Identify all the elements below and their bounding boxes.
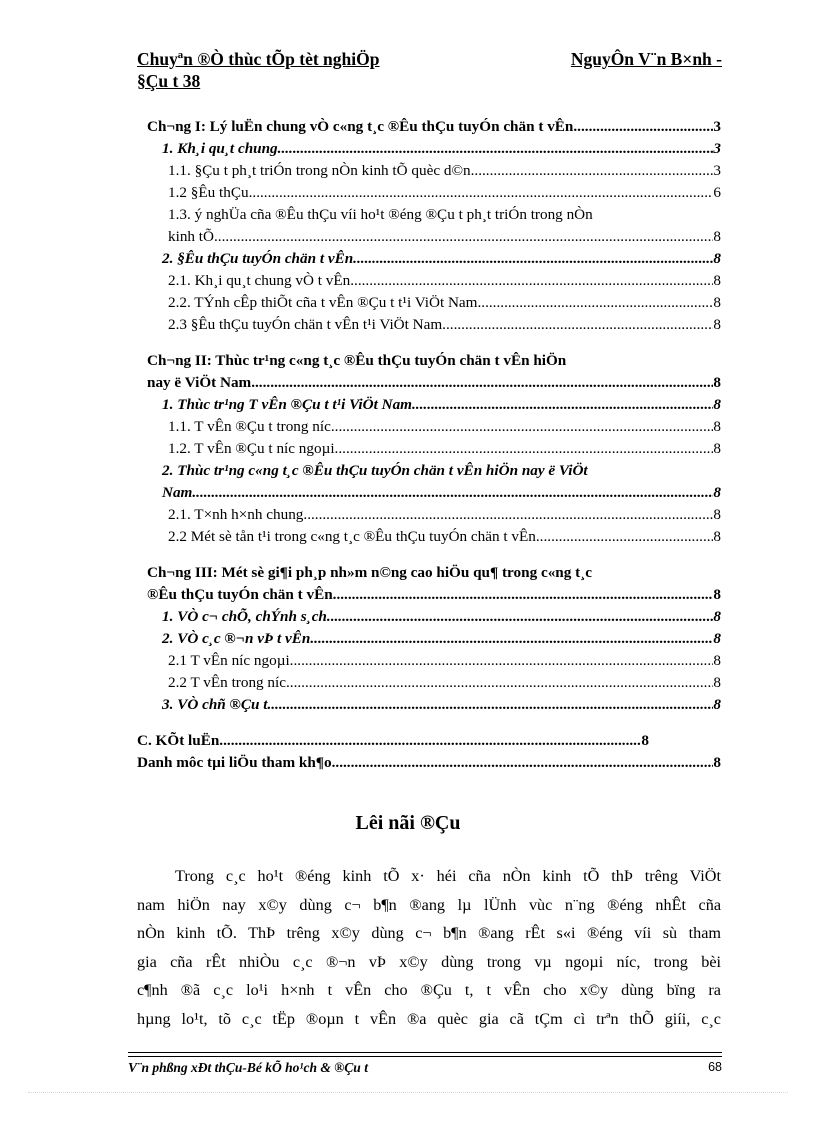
toc-entry — [137, 294, 721, 316]
toc-entry-title: 1. VÒ c¬ chÕ, chÝnh s¸ch. — [162, 608, 331, 625]
toc-entry-title: 2. VÒ c¸c ®¬n vÞ t vÊn. — [162, 630, 315, 647]
paragraph-line: nam hiÖn nay x©y dùng c¬ b¶n ®ang lµ lÜnh vùc n¨ng ®éng nhÊt cña — [137, 895, 721, 914]
footer-office: V¨n phßng xÐt thÇu-Bé kÕ ho¹ch & ®Çu t — [128, 1060, 368, 1075]
toc-entry-title: 2.2. TÝnh cÊp thiÕt cña t vÊn ®Çu t t¹i ViÖt Nam. — [168, 294, 482, 311]
toc-entry — [137, 484, 721, 506]
toc-leader-dots — [281, 140, 713, 158]
toc-entry-page: 8 — [713, 586, 721, 603]
toc-entry — [137, 272, 721, 294]
toc-entry-title: 2.1 T vÊn níc ngoµi. — [168, 652, 294, 669]
toc-entry-title: 1. Kh¸i qu¸t chung. — [162, 140, 282, 157]
toc-entry-page: 6 — [713, 184, 721, 201]
toc-entry-page: 3 — [713, 162, 721, 179]
toc-entry-title: 1.1. T vÊn ®Çu t trong níc. — [168, 418, 335, 435]
toc-leader-dots — [252, 184, 713, 202]
toc-entry — [137, 630, 721, 652]
footer-rule — [128, 1052, 722, 1053]
toc-entry-title: 3. VÒ chñ ®Çu t. — [162, 696, 272, 713]
toc-entry-page: 8 — [713, 528, 721, 545]
toc-entry-title: 2.1. T×nh h×nh chung. — [168, 506, 308, 523]
toc-entry-page: 8 — [713, 608, 721, 625]
toc-entry — [137, 396, 721, 418]
section-title: Lêi nãi ®Çu — [355, 812, 461, 834]
toc-entry — [137, 608, 721, 630]
intro-paragraph — [137, 862, 721, 1033]
toc-leader-dots — [338, 440, 713, 458]
page-number: 68 — [708, 1060, 722, 1074]
toc-entry-title: 1. Thùc tr¹ng T vÊn ®Çu t t¹i ViÖt Nam. — [162, 396, 416, 413]
toc-leader-dots — [290, 674, 714, 692]
toc-entry — [137, 440, 721, 462]
toc-entry — [137, 674, 721, 696]
toc-leader-dots — [307, 506, 713, 524]
toc-entry-title: 2.2 T vÊn trong níc. — [168, 674, 290, 691]
toc-leader-dots — [293, 652, 713, 670]
paragraph-line: nÒn kinh tÕ. ThÞ trêng x©y dùng c¬ b¶n ®ang rÊt s«i ®éng víi sù tham — [137, 924, 721, 942]
paragraph-line: gia cña rÊt nhiÒu c¸c ®¬n vÞ x©y dùng trong vµ ngoµi níc, trong bèi — [137, 952, 721, 971]
toc-entry — [137, 506, 721, 528]
toc-entry-page: 8 — [713, 674, 721, 691]
paragraph-line: Trong c¸c ho¹t ®éng kinh tÕ x· héi cña nÒn kinh tÕ thÞ trêng ViÖt — [175, 867, 721, 885]
toc-entry-page: 8 — [713, 696, 721, 713]
toc-entry-page: 3 — [713, 118, 721, 135]
page-header — [137, 48, 722, 92]
toc-entry — [137, 206, 721, 228]
toc-entry-page: 8 — [641, 732, 649, 749]
toc-entry-title: 2. Thùc tr¹ng c«ng t¸c ®Êu thÇu tuyÓn chän t vÊn hiÖn nay ë ViÖt — [162, 462, 588, 479]
toc-leader-dots — [354, 272, 713, 290]
toc-entry — [137, 162, 721, 184]
toc-entry-page: 8 — [713, 250, 721, 267]
toc-entry-page: 3 — [713, 140, 721, 157]
header-doc-title: Chuyªn ®Ò thùc tÕp tèt nghiÖp — [137, 49, 380, 69]
toc-entry — [137, 316, 721, 338]
table-of-contents — [137, 118, 721, 776]
toc-entry — [137, 140, 721, 162]
toc-entry — [137, 462, 721, 484]
toc-entry-page: 8 — [713, 418, 721, 435]
toc-entry-page: 8 — [713, 440, 721, 457]
toc-entry — [137, 696, 721, 718]
toc-entry-page: 8 — [713, 754, 721, 771]
toc-entry-title: Danh môc tµi liÖu tham kh¶o. — [137, 754, 336, 771]
toc-leader-dots — [357, 250, 713, 268]
toc-entry-page: 8 — [713, 228, 721, 245]
toc-leader-dots — [314, 630, 713, 648]
toc-entry-title: 2.3 §Êu thÇu tuyÓn chän t vÊn t¹i ViÖt Nam. — [168, 316, 446, 333]
toc-entry-title: 1.3. ý nghÜa cña ®Êu thÇu víi ho¹t ®éng ®Çu t ph¸t triÓn trong nÒn — [168, 206, 593, 223]
header-author: NguyÔn V¨n B×nh - — [570, 49, 722, 69]
toc-entry-title: 1.1. §Çu t ph¸t triÓn trong nÒn kinh tÕ quèc d©n. — [168, 162, 475, 179]
toc-leader-dots — [255, 374, 713, 392]
paragraph-line: hµng lo¹t, tõ c¸c tËp ®oµn t vÊn ®a quèc gia cã tÇm cì trªn thÕ giíi, c¸c — [137, 1009, 721, 1028]
toc-entry — [137, 564, 721, 586]
toc-entry-title: Ch¬ng I: Lý luËn chung vÒ c«ng t¸c ®Êu thÇu tuyÓn chän t vÊn.. — [147, 118, 581, 135]
toc-leader-dots — [336, 586, 713, 604]
toc-leader-dots — [335, 754, 713, 772]
toc-entry-page: 8 — [713, 484, 721, 501]
toc-entry — [137, 118, 721, 140]
toc-entry-title: 2. §Êu thÇu tuyÓn chän t vÊn. — [162, 250, 357, 267]
toc-entry-page: 8 — [713, 630, 721, 647]
toc-leader-dots — [446, 316, 713, 334]
toc-entry-page: 8 — [713, 316, 721, 333]
toc-entry-page: 8 — [713, 652, 721, 669]
toc-entry — [137, 732, 649, 754]
toc-leader-dots — [481, 294, 713, 312]
paragraph-line: c¶nh ®ã c¸c lo¹i h×nh t vÊn cho ®Çu t, t vÊn cho x©y dùng bïng ra — [137, 981, 721, 999]
toc-entry-title: 1.2. T vÊn ®Çu t níc ngoµi. — [168, 440, 339, 457]
header-class: §Çu t 38 — [137, 71, 201, 91]
toc-leader-dots — [474, 162, 713, 180]
toc-entry-title: Ch¬ng III: Mét sè gi¶i ph¸p nh»m n©ng cao hiÖu qu¶ trong c«ng t¸c — [147, 564, 592, 581]
toc-entry — [137, 250, 721, 272]
toc-entry-title: ®Êu thÇu tuyÓn chän t vÊn. — [147, 586, 337, 603]
toc-leader-dots — [335, 418, 714, 436]
toc-entry — [137, 652, 721, 674]
toc-entry — [137, 184, 721, 206]
toc-entry-title: Nam. — [162, 484, 197, 501]
toc-entry-page: 8 — [713, 272, 721, 289]
toc-entry-page: 8 — [713, 294, 721, 311]
toc-leader-dots — [223, 732, 641, 750]
toc-entry-page: 8 — [713, 374, 721, 391]
footer-rule — [128, 1056, 722, 1057]
toc-leader-dots — [581, 118, 713, 136]
page-edge — [28, 1092, 788, 1093]
toc-entry-title: kinh tÕ. — [168, 228, 218, 245]
toc-entry — [137, 586, 721, 608]
toc-entry-title: C. KÕt luËn. — [137, 732, 224, 749]
toc-entry-title: 2.1. Kh¸i qu¸t chung vÒ t vÊn. — [168, 272, 355, 289]
toc-entry — [137, 352, 721, 374]
toc-entry-title: nay ë ViÖt Nam. — [147, 374, 255, 391]
toc-leader-dots — [540, 528, 714, 546]
toc-entry-title: Ch¬ng II: Thùc tr¹ng c«ng t¸c ®Êu thÇu tuyÓn chän t vÊn hiÖn — [147, 352, 567, 369]
toc-leader-dots — [196, 484, 713, 502]
toc-entry-page: 8 — [713, 396, 721, 413]
toc-leader-dots — [416, 396, 714, 414]
toc-entry-title: 1.2 §Êu thÇu. — [168, 184, 253, 201]
toc-entry — [137, 754, 721, 776]
toc-entry-page: 8 — [713, 506, 721, 523]
toc-entry — [137, 528, 721, 550]
toc-entry — [137, 418, 721, 440]
toc-leader-dots — [271, 696, 713, 714]
toc-entry — [137, 228, 721, 250]
toc-entry-title: 2.2 Mét sè tån t¹i trong c«ng t¸c ®Êu thÇu tuyÓn chän t vÊn. — [168, 528, 540, 545]
toc-leader-dots — [218, 228, 714, 246]
toc-entry — [137, 374, 721, 396]
page-footer — [128, 1052, 722, 1076]
toc-leader-dots — [331, 608, 714, 626]
